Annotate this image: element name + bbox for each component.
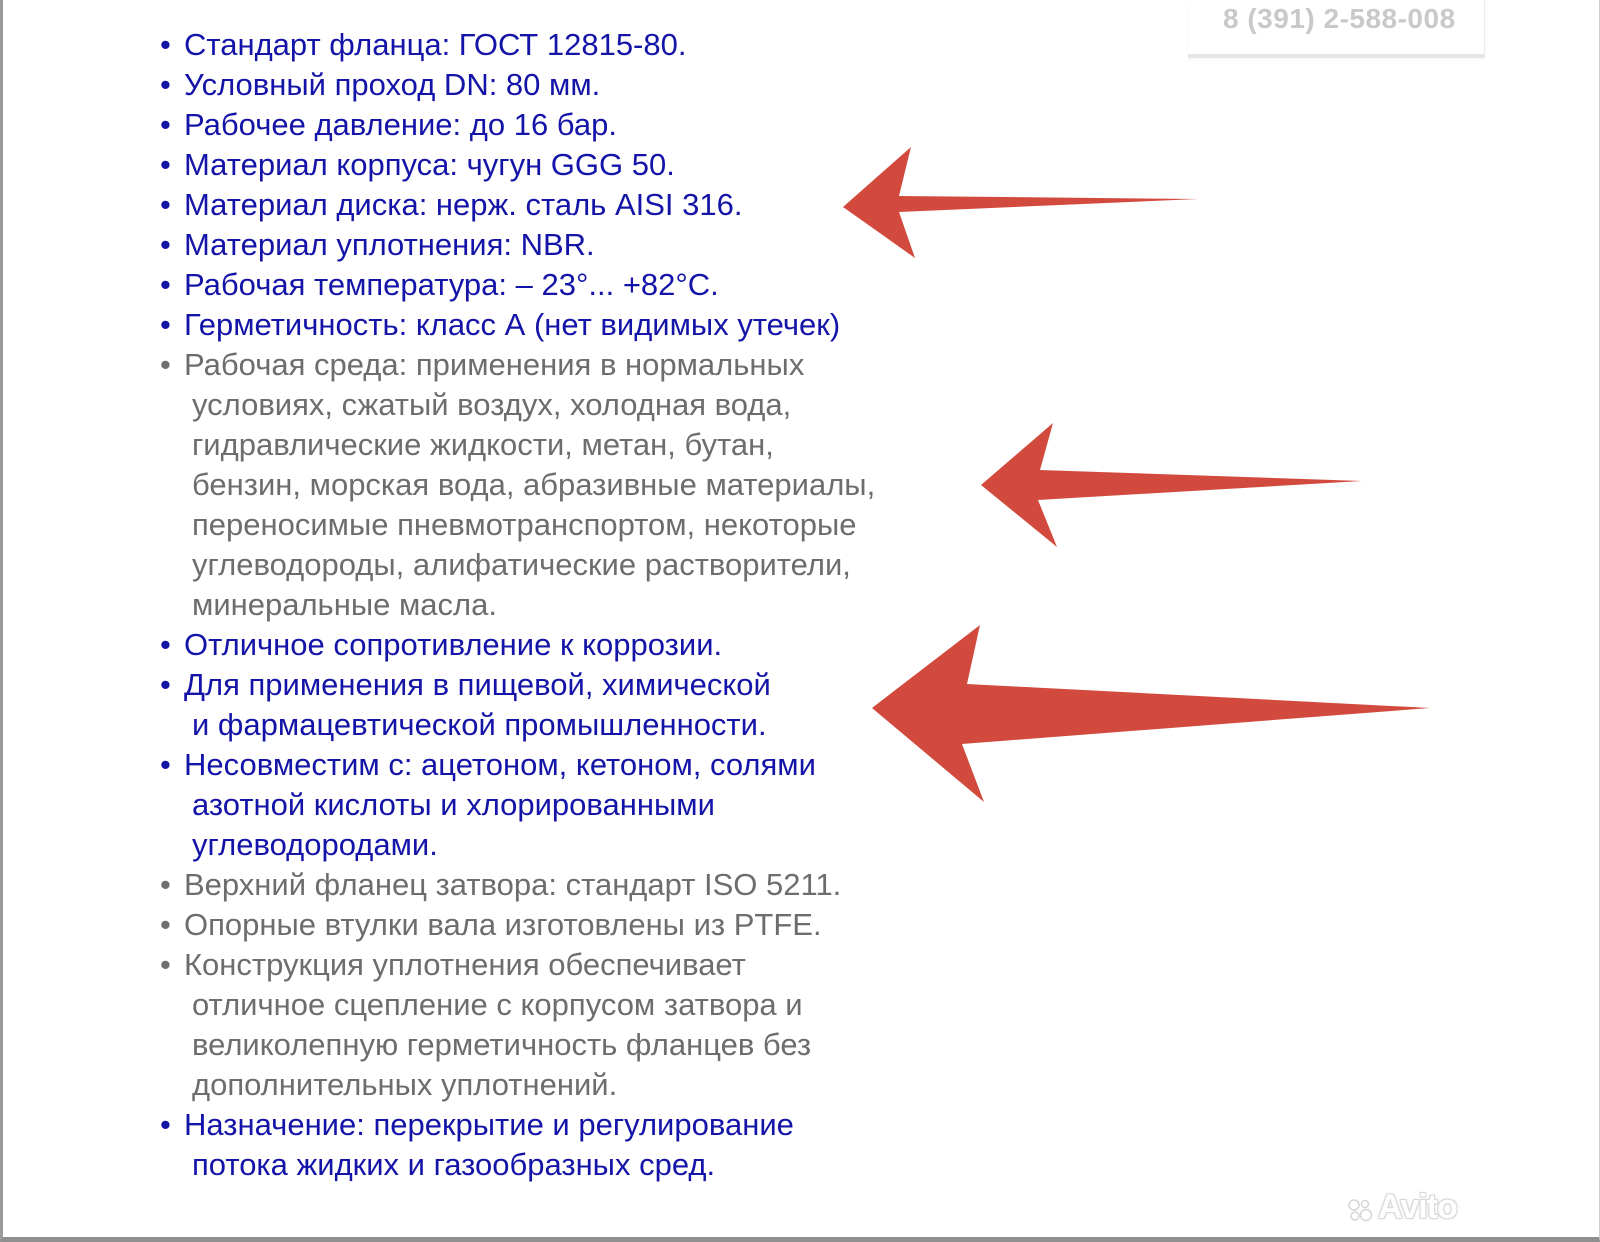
- bullet-icon: •: [160, 947, 171, 982]
- bullet-icon: •: [160, 27, 171, 62]
- spec-flange-standard: [160, 25, 1020, 65]
- spec-text: Рабочая температура: – 23°... +82°С.: [184, 267, 719, 302]
- spec-text: минеральные масла.: [192, 587, 497, 622]
- spec-tightness: [160, 305, 1020, 345]
- spec-text: Назначение: перекрытие и регулирование: [184, 1107, 794, 1142]
- spec-text: углеводородами.: [192, 827, 438, 862]
- bullet-icon: •: [160, 267, 171, 302]
- spec-text: отличное сцепление с корпусом затвора и: [192, 987, 803, 1022]
- bullet-icon: •: [160, 347, 171, 382]
- spec-text: Опорные втулки вала изготовлены из PTFE.: [184, 907, 822, 942]
- bullet-icon: •: [160, 667, 171, 702]
- spec-text: переносимые пневмотранспортом, некоторые: [192, 507, 857, 542]
- spec-text: дополнительных уплотнений.: [192, 1067, 618, 1102]
- spec-disc-material: [160, 185, 1020, 225]
- spec-working-medium: [160, 345, 1020, 625]
- spec-text: Для применения в пищевой, химической: [184, 667, 771, 702]
- spec-working-pressure: [160, 105, 1020, 145]
- bullet-icon: •: [160, 627, 171, 662]
- bullet-icon: •: [160, 867, 171, 902]
- spec-text: условиях, сжатый воздух, холодная вода,: [192, 387, 792, 422]
- spec-text: углеводороды, алифатические растворители,: [192, 547, 851, 582]
- spec-seal-design: [160, 945, 1020, 1105]
- spec-shaft-bushings: [160, 905, 1020, 945]
- bullet-icon: •: [160, 107, 171, 142]
- bullet-icon: •: [160, 147, 171, 182]
- bullet-icon: •: [160, 227, 171, 262]
- spec-working-temperature: [160, 265, 1020, 305]
- spec-text: Рабочая среда: применения в нормальных: [184, 347, 805, 382]
- avito-logo-icon: [1346, 1196, 1374, 1224]
- spec-text: азотной кислоты и хлорированными: [192, 787, 715, 822]
- spec-corrosion-resistance: [160, 625, 1020, 665]
- spec-incompatible: [160, 745, 1020, 865]
- spec-text: Материал корпуса: чугун GGG 50.: [184, 147, 675, 182]
- spec-industry-use: [160, 665, 1020, 745]
- spec-text: Герметичность: класс А (нет видимых утечек): [184, 307, 841, 342]
- spec-text: Несовместим с: ацетоном, кетоном, солями: [184, 747, 816, 782]
- spec-text: Материал диска: нерж. сталь AISI 316.: [184, 187, 743, 222]
- bullet-icon: •: [160, 187, 171, 222]
- bullet-icon: •: [160, 67, 171, 102]
- bullet-icon: •: [160, 907, 171, 942]
- bullet-icon: •: [160, 747, 171, 782]
- spec-text: и фармацевтической промышленности.: [192, 707, 767, 742]
- spec-text: гидравлические жидкости, метан, бутан,: [192, 427, 774, 462]
- spec-text: Рабочее давление: до 16 бар.: [184, 107, 617, 142]
- spec-text: Отличное сопротивление к коррозии.: [184, 627, 723, 662]
- bullet-icon: •: [160, 1107, 171, 1142]
- avito-watermark: Avito: [1378, 1188, 1457, 1226]
- spec-text: Стандарт фланца: ГОСТ 12815-80.: [184, 27, 687, 62]
- spec-seal-material: [160, 225, 1020, 265]
- spec-text: Верхний фланец затвора: стандарт ISO 5211.: [184, 867, 842, 902]
- spec-text: потока жидких и газообразных сред.: [192, 1147, 716, 1182]
- spec-purpose: [160, 1105, 1020, 1185]
- spec-text: Конструкция уплотнения обеспечивает: [184, 947, 746, 982]
- spec-text: Материал уплотнения: NBR.: [184, 227, 595, 262]
- bullet-icon: •: [160, 307, 171, 342]
- spec-nominal-diameter: [160, 65, 1020, 105]
- spec-text: бензин, морская вода, абразивные материалы,: [192, 467, 876, 502]
- spec-text: великолепную герметичность фланцев без: [192, 1027, 812, 1062]
- spec-top-flange: [160, 865, 1020, 905]
- spec-text: Условный проход DN: 80 мм.: [184, 67, 601, 102]
- phone-number: 8 (391) 2-588-008: [1223, 3, 1456, 34]
- spec-body-material: [160, 145, 1020, 185]
- spec-list: [160, 25, 1020, 1185]
